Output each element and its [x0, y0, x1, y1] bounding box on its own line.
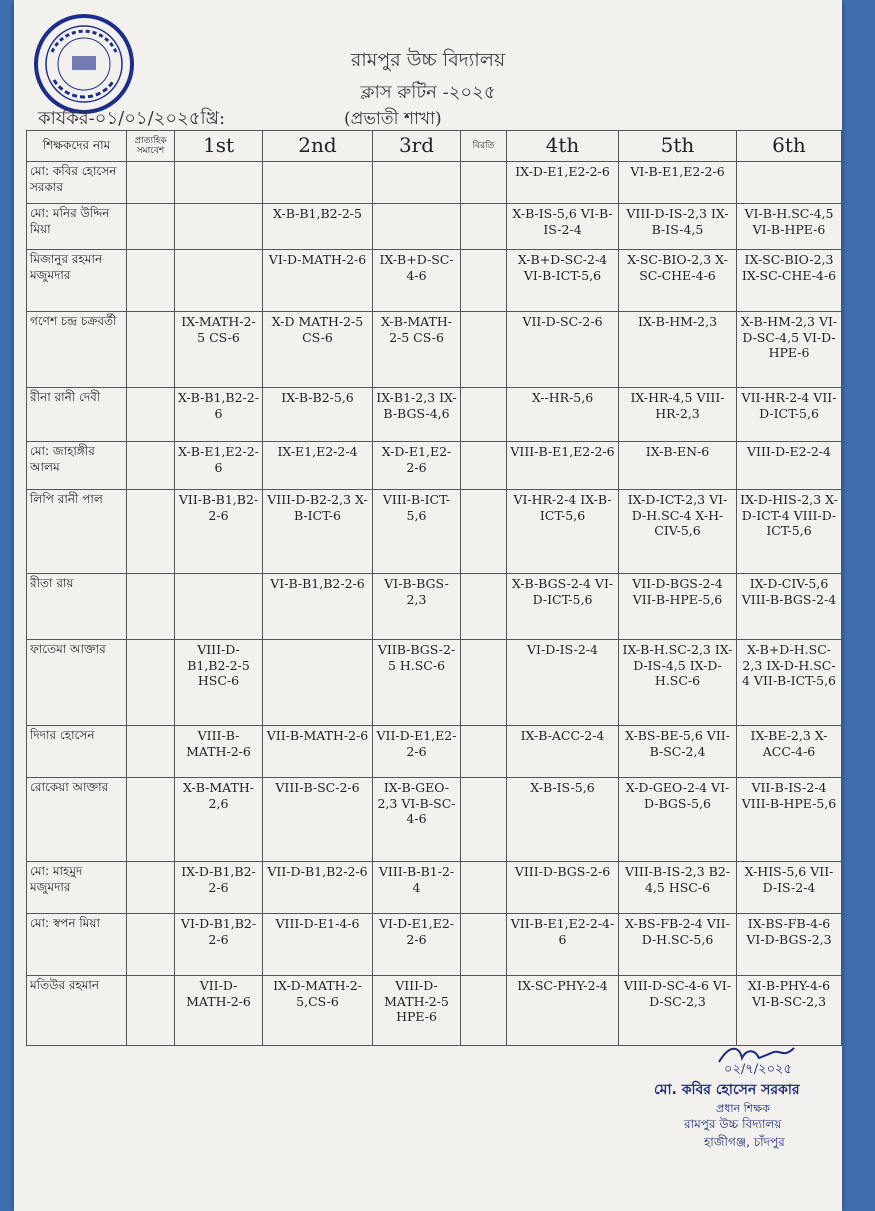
assembly-cell [127, 388, 175, 442]
period-1-cell [175, 162, 263, 204]
table-row [27, 778, 842, 862]
period-4-cell: VIII-B-E1,E2-2-6 [507, 442, 619, 490]
col-assembly-header: প্রাত্যহিক সমাবেশ [127, 131, 175, 162]
table-row [27, 162, 842, 204]
period-2-cell: IX-B-B2-5,6 [263, 388, 373, 442]
assembly-cell [127, 250, 175, 312]
break-cell [461, 490, 507, 574]
table-row [27, 726, 842, 778]
assembly-cell [127, 574, 175, 640]
col-period-4: 4th [507, 131, 619, 162]
period-6-cell [737, 162, 842, 204]
period-6-cell: VIII-D-E2-2-4 [737, 442, 842, 490]
teacher-name-cell: রীতা রায় [27, 574, 127, 640]
teacher-name-cell: লিপি রানী পাল [27, 490, 127, 574]
teacher-name-cell: রীনা রানী দেবী [27, 388, 127, 442]
period-1-cell: VI-D-B1,B2-2-6 [175, 914, 263, 976]
assembly-cell [127, 862, 175, 914]
signature-name: মো. কবির হোসেন সরকার [654, 1082, 800, 1098]
table-row [27, 312, 842, 388]
table-row [27, 250, 842, 312]
signature-school: রামপুর উচ্চ বিদ্যালয় [684, 1117, 782, 1131]
teacher-name-cell: মো: স্বপন মিয়া [27, 914, 127, 976]
period-3-cell: X-D-E1,E2-2-6 [373, 442, 461, 490]
period-4-cell: VII-D-SC-2-6 [507, 312, 619, 388]
col-period-3: 3rd [373, 131, 461, 162]
col-period-1: 1st [175, 131, 263, 162]
period-3-cell: IX-B+D-SC-4-6 [373, 250, 461, 312]
period-3-cell: VIII-B-B1-2-4 [373, 862, 461, 914]
assembly-cell [127, 726, 175, 778]
table-row [27, 976, 842, 1046]
break-cell [461, 862, 507, 914]
routine-body [27, 162, 842, 1046]
period-5-cell: X-SC-BIO-2,3 X-SC-CHE-4-6 [619, 250, 737, 312]
period-3-cell: VI-D-E1,E2-2-6 [373, 914, 461, 976]
teacher-name-cell: মতিউর রহমান [27, 976, 127, 1046]
teacher-name-cell: মো: কবির হোসেন সরকার [27, 162, 127, 204]
assembly-cell [127, 442, 175, 490]
period-2-cell: VI-D-MATH-2-6 [263, 250, 373, 312]
break-cell [461, 250, 507, 312]
table-row [27, 204, 842, 250]
col-period-2: 2nd [263, 131, 373, 162]
table-row [27, 442, 842, 490]
period-5-cell: VIII-D-IS-2,3 IX-B-IS-4,5 [619, 204, 737, 250]
period-3-cell [373, 204, 461, 250]
period-3-cell: VIIB-BGS-2-5 H.SC-6 [373, 640, 461, 726]
col-teacher-header: শিক্ষকদের নাম [27, 131, 127, 162]
teacher-name-cell: মো: জাহাঙ্গীর আলম [27, 442, 127, 490]
signature-address: হাজীগঞ্জ, চাঁদপুর [704, 1135, 785, 1149]
period-6-cell: IX-D-CIV-5,6 VIII-B-BGS-2-4 [737, 574, 842, 640]
period-2-cell: IX-E1,E2-2-4 [263, 442, 373, 490]
period-2-cell: VII-B-MATH-2-6 [263, 726, 373, 778]
teacher-name-cell: দিদার হোসেন [27, 726, 127, 778]
table-row [27, 862, 842, 914]
header-row [27, 131, 842, 162]
period-5-cell: VI-B-E1,E2-2-6 [619, 162, 737, 204]
period-1-cell: X-B-B1,B2-2-6 [175, 388, 263, 442]
period-1-cell [175, 204, 263, 250]
period-2-cell: VII-D-B1,B2-2-6 [263, 862, 373, 914]
break-cell [461, 976, 507, 1046]
period-6-cell: X-HIS-5,6 VII-D-IS-2-4 [737, 862, 842, 914]
assembly-cell [127, 312, 175, 388]
period-1-cell: IX-MATH-2-5 CS-6 [175, 312, 263, 388]
period-4-cell: IX-SC-PHY-2-4 [507, 976, 619, 1046]
assembly-cell [127, 914, 175, 976]
period-4-cell: VI-D-IS-2-4 [507, 640, 619, 726]
period-4-cell: VII-B-E1,E2-2-4-6 [507, 914, 619, 976]
period-5-cell: X-BS-BE-5,6 VII-B-SC-2,4 [619, 726, 737, 778]
period-4-cell: IX-B-ACC-2-4 [507, 726, 619, 778]
period-2-cell: X-B-B1,B2-2-5 [263, 204, 373, 250]
period-5-cell: X-D-GEO-2-4 VI-D-BGS-5,6 [619, 778, 737, 862]
period-2-cell [263, 640, 373, 726]
routine-paper [14, 0, 842, 1211]
col-period-6: 6th [737, 131, 842, 162]
table-row [27, 640, 842, 726]
period-2-cell: VIII-D-E1-4-6 [263, 914, 373, 976]
period-5-cell: IX-B-EN-6 [619, 442, 737, 490]
assembly-cell [127, 204, 175, 250]
break-cell [461, 162, 507, 204]
period-5-cell: VII-D-BGS-2-4 VII-B-HPE-5,6 [619, 574, 737, 640]
period-1-cell: VIII-B-MATH-2-6 [175, 726, 263, 778]
period-2-cell: VIII-D-B2-2,3 X-B-ICT-6 [263, 490, 373, 574]
signature-block [654, 1040, 844, 1155]
period-6-cell: VII-HR-2-4 VII-D-ICT-5,6 [737, 388, 842, 442]
period-6-cell: VI-B-H.SC-4,5 VI-B-HPE-6 [737, 204, 842, 250]
assembly-cell [127, 976, 175, 1046]
period-4-cell: X-B-IS-5,6 VI-B-IS-2-4 [507, 204, 619, 250]
period-6-cell: X-B+D-H.SC-2,3 IX-D-H.SC-4 VII-B-ICT-5,6 [737, 640, 842, 726]
period-3-cell: X-B-MATH-2-5 CS-6 [373, 312, 461, 388]
period-1-cell: VII-D-MATH-2-6 [175, 976, 263, 1046]
col-period-5: 5th [619, 131, 737, 162]
break-cell [461, 778, 507, 862]
period-3-cell: IX-B1-2,3 IX-B-BGS-4,6 [373, 388, 461, 442]
period-6-cell: X-B-HM-2,3 VI-D-SC-4,5 VI-D-HPE-6 [737, 312, 842, 388]
assembly-cell [127, 778, 175, 862]
period-1-cell [175, 574, 263, 640]
period-1-cell: X-B-E1,E2-2-6 [175, 442, 263, 490]
table-row [27, 388, 842, 442]
teacher-name-cell: মিজানুর রহমান মজুমদার [27, 250, 127, 312]
period-4-cell: X-B-BGS-2-4 VI-D-ICT-5,6 [507, 574, 619, 640]
period-6-cell: IX-BE-2,3 X-ACC-4-6 [737, 726, 842, 778]
teacher-name-cell: মো: মাহমুদ মজুমদার [27, 862, 127, 914]
period-4-cell: IX-D-E1,E2-2-6 [507, 162, 619, 204]
assembly-cell [127, 640, 175, 726]
period-5-cell: IX-B-HM-2,3 [619, 312, 737, 388]
period-3-cell: VII-D-E1,E2-2-6 [373, 726, 461, 778]
assembly-cell [127, 490, 175, 574]
period-1-cell: VIII-D-B1,B2-2-5 HSC-6 [175, 640, 263, 726]
break-cell [461, 640, 507, 726]
assembly-cell [127, 162, 175, 204]
period-1-cell: IX-D-B1,B2-2-6 [175, 862, 263, 914]
teacher-name-cell: গণেশ চন্দ্র চক্রবর্তী [27, 312, 127, 388]
period-2-cell: VIII-B-SC-2-6 [263, 778, 373, 862]
col-break: বিরতি [461, 131, 507, 162]
period-3-cell: VIII-B-ICT-5,6 [373, 490, 461, 574]
period-2-cell: X-D MATH-2-5 CS-6 [263, 312, 373, 388]
school-name: রামপুর উচ্চ বিদ্যালয় [350, 49, 506, 71]
break-cell [461, 204, 507, 250]
period-4-cell: X-B+D-SC-2-4 VI-B-ICT-5,6 [507, 250, 619, 312]
routine-title: ক্লাস রুটিন -২০২৫ [360, 82, 496, 103]
period-1-cell [175, 250, 263, 312]
effective-date: কার্যকর-০১/০১/২০২৫খ্রি: [38, 108, 226, 129]
period-3-cell: VI-B-BGS-2,3 [373, 574, 461, 640]
period-3-cell [373, 162, 461, 204]
period-4-cell: X--HR-5,6 [507, 388, 619, 442]
period-5-cell: IX-D-ICT-2,3 VI-D-H.SC-4 X-H-CIV-5,6 [619, 490, 737, 574]
table-row [27, 914, 842, 976]
teacher-name-cell: ফাতেমা আক্তার [27, 640, 127, 726]
period-2-cell [263, 162, 373, 204]
break-cell [461, 914, 507, 976]
period-5-cell: IX-HR-4,5 VIII-HR-2,3 [619, 388, 737, 442]
period-4-cell: VI-HR-2-4 IX-B-ICT-5,6 [507, 490, 619, 574]
period-4-cell: VIII-D-BGS-2-6 [507, 862, 619, 914]
shift-label: (প্রভাতী শাখা) [344, 109, 442, 129]
break-cell [461, 312, 507, 388]
break-cell [461, 442, 507, 490]
period-3-cell: VIII-D-MATH-2-5 HPE-6 [373, 976, 461, 1046]
period-6-cell: IX-SC-BIO-2,3 IX-SC-CHE-4-6 [737, 250, 842, 312]
period-2-cell: IX-D-MATH-2-5,CS-6 [263, 976, 373, 1046]
table-row [27, 490, 842, 574]
period-5-cell: X-BS-FB-2-4 VII-D-H.SC-5,6 [619, 914, 737, 976]
period-6-cell: VII-B-IS-2-4 VIII-B-HPE-5,6 [737, 778, 842, 862]
break-cell [461, 726, 507, 778]
period-5-cell: VIII-D-SC-4-6 VI-D-SC-2,3 [619, 976, 737, 1046]
signature-title: প্রধান শিক্ষক [716, 1102, 770, 1115]
teacher-name-cell: মো: মনির উদ্দিন মিয়া [27, 204, 127, 250]
break-cell [461, 388, 507, 442]
period-5-cell: IX-B-H.SC-2,3 IX-D-IS-4,5 IX-D-H.SC-6 [619, 640, 737, 726]
period-2-cell: VI-B-B1,B2-2-6 [263, 574, 373, 640]
period-6-cell: IX-D-HIS-2,3 X-D-ICT-4 VIII-D-ICT-5,6 [737, 490, 842, 574]
period-4-cell: X-B-IS-5,6 [507, 778, 619, 862]
signature-date: ০২/৭/২০২৫ [724, 1062, 792, 1077]
break-cell [461, 574, 507, 640]
period-1-cell: VII-B-B1,B2-2-6 [175, 490, 263, 574]
period-1-cell: X-B-MATH-2,6 [175, 778, 263, 862]
period-6-cell: IX-BS-FB-4-6 VI-D-BGS-2,3 [737, 914, 842, 976]
period-3-cell: IX-B-GEO-2,3 VI-B-SC-4-6 [373, 778, 461, 862]
period-6-cell: XI-B-PHY-4-6 VI-B-SC-2,3 [737, 976, 842, 1046]
teacher-name-cell: রোকেয়া আক্তার [27, 778, 127, 862]
period-5-cell: VIII-B-IS-2,3 B2-4,5 HSC-6 [619, 862, 737, 914]
table-row [27, 574, 842, 640]
routine-table [26, 130, 842, 1046]
